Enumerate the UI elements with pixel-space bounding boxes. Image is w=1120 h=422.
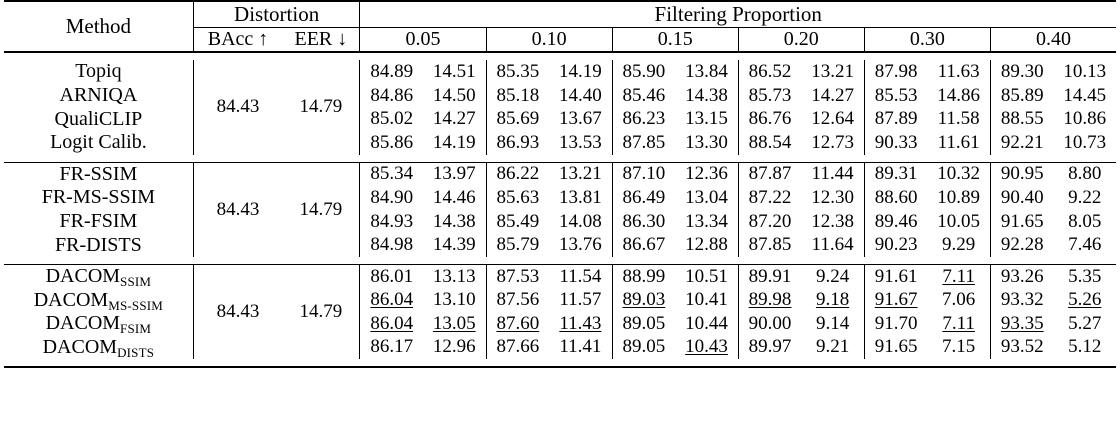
cell-eer: 12.38 — [811, 210, 854, 232]
cell-eer: 11.57 — [559, 289, 602, 311]
cell-eer: 12.88 — [685, 234, 728, 256]
cell-bacc: 91.67 — [864, 289, 927, 313]
cell-bacc: 85.18 — [486, 84, 549, 108]
cell-bacc: 87.10 — [612, 163, 675, 187]
cell-bacc: 91.61 — [864, 265, 927, 289]
cell-bacc: 86.04 — [360, 312, 423, 336]
cell-eer: 10.89 — [937, 186, 981, 208]
cell-eer: 5.35 — [1068, 265, 1102, 287]
cell-bacc: 85.69 — [486, 108, 549, 132]
cell-distortion-bacc: 84.43 — [193, 60, 282, 154]
block-spacer — [4, 257, 1116, 265]
cell-eer: 13.34 — [685, 210, 728, 232]
cell-eer: 9.29 — [942, 234, 976, 256]
cell-eer: 5.26 — [1068, 289, 1102, 311]
cell-eer: 14.38 — [432, 210, 476, 232]
cell-eer: 5.12 — [1068, 336, 1102, 358]
cell-bacc: 87.22 — [738, 186, 801, 210]
cell-method: Logit Calib. — [50, 131, 147, 154]
cell-eer: 8.05 — [1068, 210, 1102, 232]
method-subscript: SSIM — [120, 274, 152, 290]
cell-eer: 13.21 — [811, 60, 854, 82]
cell-bacc: 86.23 — [612, 108, 675, 132]
table-row — [4, 108, 1116, 132]
cell-eer: 13.05 — [432, 312, 476, 334]
cell-bacc: 85.73 — [738, 84, 801, 108]
cell-bacc: 86.52 — [738, 60, 801, 84]
cell-bacc: 88.99 — [612, 265, 675, 289]
cell-bacc: 86.76 — [738, 108, 801, 132]
cell-method: FR-FSIM — [59, 209, 138, 232]
cell-eer: 5.27 — [1068, 312, 1102, 334]
cell-bacc: 91.65 — [990, 210, 1053, 234]
cell-eer: 13.10 — [432, 289, 476, 311]
table-row — [4, 60, 1116, 84]
cell-bacc: 87.56 — [486, 289, 549, 313]
cell-bacc: 89.05 — [612, 336, 675, 360]
cell-bacc: 89.98 — [738, 289, 801, 313]
method-subscript: DISTS — [117, 344, 155, 360]
cell-eer: 7.11 — [942, 265, 975, 287]
cell-eer: 12.73 — [811, 131, 854, 153]
block-spacer — [4, 359, 1116, 367]
cell-eer: 13.04 — [685, 186, 728, 208]
cell-bacc: 86.17 — [360, 336, 423, 360]
cell-eer: 7.06 — [942, 289, 976, 311]
cell-eer: 10.51 — [685, 265, 728, 287]
cell-eer: 14.38 — [685, 84, 728, 106]
cell-eer: 13.97 — [432, 163, 476, 185]
header-prop-1: 0.10 — [486, 27, 612, 52]
cell-eer: 10.44 — [685, 312, 728, 334]
cell-bacc: 93.52 — [990, 336, 1053, 360]
cell-distortion-eer: 14.79 — [299, 96, 343, 118]
cell-eer: 10.41 — [685, 289, 728, 311]
cell-eer: 11.41 — [559, 336, 602, 358]
cell-bacc: 87.89 — [864, 108, 927, 132]
cell-bacc: 85.89 — [990, 84, 1053, 108]
cell-bacc: 93.35 — [990, 312, 1053, 336]
header-distortion-group: Distortion — [193, 2, 360, 27]
cell-bacc: 88.60 — [864, 186, 927, 210]
method-subscript: FSIM — [120, 321, 152, 337]
cell-bacc: 90.33 — [864, 131, 927, 155]
table-row — [4, 312, 1116, 336]
cell-eer: 9.21 — [815, 336, 850, 358]
cell-bacc: 88.55 — [990, 108, 1053, 132]
cell-eer: 10.05 — [937, 210, 981, 232]
cell-eer: 7.11 — [942, 312, 975, 334]
cell-bacc: 86.22 — [486, 163, 549, 187]
cell-bacc: 87.87 — [738, 163, 801, 187]
table-row — [4, 131, 1116, 155]
cell-eer: 7.46 — [1068, 234, 1102, 256]
cell-eer: 10.86 — [1063, 108, 1107, 130]
cell-eer: 14.40 — [559, 84, 602, 106]
header-prop-5: 0.40 — [990, 27, 1116, 52]
cell-bacc: 85.63 — [486, 186, 549, 210]
cell-bacc: 86.49 — [612, 186, 675, 210]
cell-bacc: 93.32 — [990, 289, 1053, 313]
cell-distortion-eer: 14.79 — [299, 198, 343, 220]
cell-bacc: 84.86 — [360, 84, 423, 108]
cell-eer: 9.18 — [815, 289, 850, 311]
cell-distortion-eer: 14.79 — [299, 301, 343, 323]
cell-bacc: 86.30 — [612, 210, 675, 234]
cell-eer: 9.14 — [815, 312, 850, 334]
cell-bacc: 85.90 — [612, 60, 675, 84]
cell-eer: 11.43 — [559, 312, 602, 334]
cell-bacc: 87.53 — [486, 265, 549, 289]
cell-eer: 14.19 — [559, 60, 602, 82]
cell-bacc: 85.46 — [612, 84, 675, 108]
cell-method: QualiCLIP — [54, 107, 143, 130]
cell-bacc: 86.01 — [360, 265, 423, 289]
cell-bacc: 84.93 — [360, 210, 423, 234]
cell-eer: 14.08 — [559, 210, 602, 232]
cell-eer: 14.19 — [432, 131, 476, 153]
cell-bacc: 90.40 — [990, 186, 1053, 210]
cell-eer: 13.13 — [432, 265, 476, 287]
cell-bacc: 90.95 — [990, 163, 1053, 187]
cell-eer: 13.30 — [685, 131, 728, 153]
cell-bacc: 85.02 — [360, 108, 423, 132]
header-row-groups — [4, 2, 1116, 27]
header-filtering-group: Filtering Proportion — [360, 2, 1116, 27]
cell-bacc: 87.60 — [486, 312, 549, 336]
cell-bacc: 85.49 — [486, 210, 549, 234]
cell-eer: 7.15 — [942, 336, 976, 358]
results-table — [4, 0, 1116, 368]
cell-eer: 14.86 — [937, 84, 981, 106]
cell-bacc: 85.86 — [360, 131, 423, 155]
header-eer: EER ↓ — [294, 27, 348, 50]
cell-eer: 13.21 — [559, 163, 602, 185]
cell-eer: 13.76 — [559, 234, 602, 256]
cell-bacc: 89.91 — [738, 265, 801, 289]
cell-method: $DACOM_{SSIM}$ — [45, 265, 152, 290]
cell-bacc: 85.34 — [360, 163, 423, 187]
cell-bacc: 89.97 — [738, 336, 801, 360]
cell-bacc: 84.90 — [360, 186, 423, 210]
cell-eer: 14.39 — [432, 234, 476, 256]
cell-bacc: 91.65 — [864, 336, 927, 360]
cell-bacc: 90.00 — [738, 312, 801, 336]
block-spacer — [4, 155, 1116, 163]
cell-distortion-bacc: 84.43 — [193, 163, 282, 257]
cell-bacc: 84.89 — [360, 60, 423, 84]
block-spacer — [4, 53, 1116, 60]
cell-eer: 14.27 — [811, 84, 854, 106]
cell-bacc: 86.04 — [360, 289, 423, 313]
table-row — [4, 84, 1116, 108]
cell-bacc: 90.23 — [864, 234, 927, 258]
table-row — [4, 186, 1116, 210]
cell-method: Topiq — [75, 60, 122, 83]
header-prop-4: 0.30 — [864, 27, 990, 52]
table-row — [4, 289, 1116, 313]
cell-bacc: 93.26 — [990, 265, 1053, 289]
header-method: Method — [65, 14, 132, 39]
table-row — [4, 336, 1116, 360]
cell-eer: 12.30 — [811, 186, 854, 208]
cell-bacc: 85.53 — [864, 84, 927, 108]
cell-bacc: 89.05 — [612, 312, 675, 336]
cell-bacc: 92.28 — [990, 234, 1053, 258]
table-row — [4, 163, 1116, 187]
cell-bacc: 86.93 — [486, 131, 549, 155]
cell-bacc: 88.54 — [738, 131, 801, 155]
cell-eer: 14.51 — [432, 60, 476, 82]
cell-eer: 13.53 — [559, 131, 602, 153]
method-subscript: MS-SSIM — [108, 297, 164, 313]
cell-bacc: 87.85 — [738, 234, 801, 258]
cell-eer: 12.96 — [432, 336, 476, 358]
cell-bacc: 92.21 — [990, 131, 1053, 155]
cell-eer: 11.64 — [811, 234, 854, 256]
cell-bacc: 85.35 — [486, 60, 549, 84]
cell-eer: 9.24 — [815, 265, 850, 287]
cell-method: $DACOM_{FSIM}$ — [45, 312, 152, 337]
cell-eer: 13.15 — [685, 108, 728, 130]
table-row — [4, 210, 1116, 234]
cell-method: ARNIQA — [59, 83, 138, 106]
cell-bacc: 84.98 — [360, 234, 423, 258]
cell-eer: 13.84 — [685, 60, 728, 82]
cell-eer: 9.22 — [1068, 186, 1102, 208]
cell-eer: 13.81 — [559, 186, 602, 208]
cell-eer: 14.45 — [1063, 84, 1107, 106]
cell-bacc: 89.30 — [990, 60, 1053, 84]
cell-eer: 11.44 — [811, 163, 854, 185]
header-prop-2: 0.15 — [612, 27, 738, 52]
cell-eer: 10.73 — [1063, 131, 1107, 153]
cell-bacc: 86.67 — [612, 234, 675, 258]
cell-bacc: 89.03 — [612, 289, 675, 313]
cell-bacc: 89.46 — [864, 210, 927, 234]
cell-bacc: 87.66 — [486, 336, 549, 360]
header-bacc: BAcc ↑ — [193, 27, 282, 52]
cell-bacc: 91.70 — [864, 312, 927, 336]
header-prop-3: 0.20 — [738, 27, 864, 52]
cell-eer: 11.58 — [937, 108, 980, 130]
cell-eer: 11.63 — [937, 60, 980, 82]
cell-distortion-bacc: 84.43 — [193, 265, 282, 359]
rule-bottom — [4, 367, 1116, 368]
cell-method: FR-DISTS — [55, 233, 142, 256]
header-prop-0: 0.05 — [360, 27, 486, 52]
cell-eer: 10.43 — [685, 336, 728, 358]
cell-eer: 14.46 — [432, 186, 476, 208]
cell-bacc: 87.20 — [738, 210, 801, 234]
cell-eer: 13.67 — [559, 108, 602, 130]
cell-bacc: 87.98 — [864, 60, 927, 84]
cell-method: $DACOM_{DISTS}$ — [42, 335, 155, 360]
table-row — [4, 265, 1116, 289]
table-row — [4, 234, 1116, 258]
cell-eer: 12.36 — [685, 163, 728, 185]
cell-method: FR-MS-SSIM — [41, 186, 156, 209]
cell-method: $DACOM_{MS-SSIM}$ — [33, 288, 164, 313]
cell-eer: 8.80 — [1068, 163, 1102, 185]
cell-bacc: 85.79 — [486, 234, 549, 258]
cell-eer: 11.54 — [559, 265, 602, 287]
cell-eer: 12.64 — [811, 108, 854, 130]
cell-eer: 10.13 — [1063, 60, 1107, 82]
cell-eer: 10.32 — [937, 163, 981, 185]
cell-eer: 14.27 — [432, 108, 476, 130]
cell-bacc: 89.31 — [864, 163, 927, 187]
cell-eer: 14.50 — [432, 84, 476, 106]
cell-eer: 11.61 — [937, 131, 980, 153]
cell-method: FR-SSIM — [59, 162, 138, 185]
cell-bacc: 87.85 — [612, 131, 675, 155]
